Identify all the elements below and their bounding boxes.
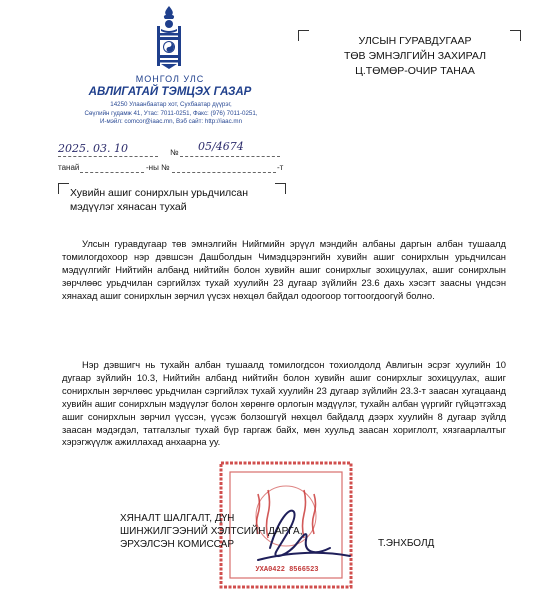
signatory-title-line: ЭРХЭЛСЭН КОМИССАР — [120, 539, 235, 550]
soyombo-emblem-icon — [149, 6, 189, 70]
reference-suffix: -т — [277, 163, 284, 172]
date-underline — [58, 156, 158, 157]
organization-contact — [60, 101, 282, 127]
stamp-serial: УХА0422 8566523 — [255, 566, 319, 574]
email-web-line: И-мэйл: comcor@iaac.mn, Вэб сайт: http://iaac.mn — [99, 118, 243, 126]
reference-date-line — [80, 172, 144, 173]
subject-bracket-left — [58, 183, 69, 194]
signatory-title-line: ХЯНАЛТ ШАЛГАЛТ, ДҮН — [120, 513, 235, 524]
reference-number-line — [172, 172, 276, 173]
subject-bracket-right — [275, 183, 286, 194]
signatory-name: Т.ЭНХБОЛД — [378, 538, 435, 549]
subject-line: Хувийн ашиг сонирхлын урьдчилсан — [70, 187, 249, 199]
letter-number: 05/4674 — [198, 140, 244, 153]
reference-prefix: танай — [58, 163, 80, 172]
contact-line: Сөүлийн гудамж 41, Утас: 7011-0251, Факс: (976) 7011-0251, — [84, 109, 258, 117]
subject-line: мэдүүлэг хянасан тухай — [70, 201, 187, 213]
signatory-title — [120, 512, 302, 551]
country-name: МОНГОЛ УЛС — [135, 74, 205, 84]
signatory-title-line: ШИНЖИЛГЭЭНИЙ ХЭЛТСИЙН ДАРГА, — [120, 526, 303, 537]
address-line: 14250 Улаанбаатар хот, Сухбаатар дүүрэг, — [110, 101, 232, 108]
body-paragraph-2: Нэр дэвшигч нь тухайн албан тушаалд томилогдсон тохиолдолд Авлигын эсрэг хуулийн 10 дугаар зүйлийн 10.3, Нийтийн албанд нийтийн болон хувийн ашиг сонирхлыг зохицуулах, ашиг сонирхлын зөрчлөөс урьдчилан сэргийлэх тухай хуулийн 23 дугаар зүйлийн 23.3-т заасан хугацаанд хувийн ашиг сонирхлын мэдүүлэг болон хөрөнгө орлогын мэдүүлэг, тухайн албан үүргийг гүйцэтгэхэд ашиг сонирхлын зөрчил үүссэн, үүсэж болзошгүй нөхцөл байдалд дээрх хуулийн 8 дугаар зүйлд заасан мэдэгдэл, татгалзлыг тухай бүр гаргаж байх, мөн хуульд заасан хориглолт, хязгаарлалтыг хэрэгжүүлж ажиллахад анхаарна уу. — [62, 359, 506, 448]
recipient-bracket-left — [298, 30, 309, 41]
reference-number-label: -ны № — [146, 163, 170, 172]
recipient-line: Ц.ТӨМӨР-ОЧИР ТАНАА — [355, 65, 475, 77]
body-paragraph-1: Улсын гуравдугаар төв эмнэлгийн Нийгмийн эрүүл мэндийн албаны даргын албан тушаалд томилогдохоор нэр дэвшсэн Дашболдын Чимэдцэрэнгийн хувийн ашиг сонирхлын урьдчилсан мэдүүлгийг Нийтийн албанд нийтийн болон хувийн ашиг сонирхлыг зохицуулах, ашиг сонирхлын зөрчлөөс урьдчилан сэргийлэх тухай хуулийн 23 дугаар зүйлийн 23.6 дахь хэсэгт заасны үндсэн хянахад ашиг сонирхлын зөрчил үүсэх нөхцөл байдал одоогоор тогтоогдоогүй болно. — [62, 238, 506, 301]
recipient-line: ТӨВ ЭМНЭЛГИЙН ЗАХИРАЛ — [343, 50, 487, 62]
letter-date: 2025. 03. 10 — [58, 142, 128, 155]
recipient-block — [310, 34, 520, 79]
recipient-line: УЛСЫН ГУРАВДУГААР — [358, 35, 472, 47]
organization-name: АВЛИГАТАЙ ТЭМЦЭХ ГАЗАР — [88, 86, 252, 98]
letter-subject — [70, 186, 270, 214]
number-label: № — [170, 148, 179, 157]
number-underline — [180, 156, 280, 157]
